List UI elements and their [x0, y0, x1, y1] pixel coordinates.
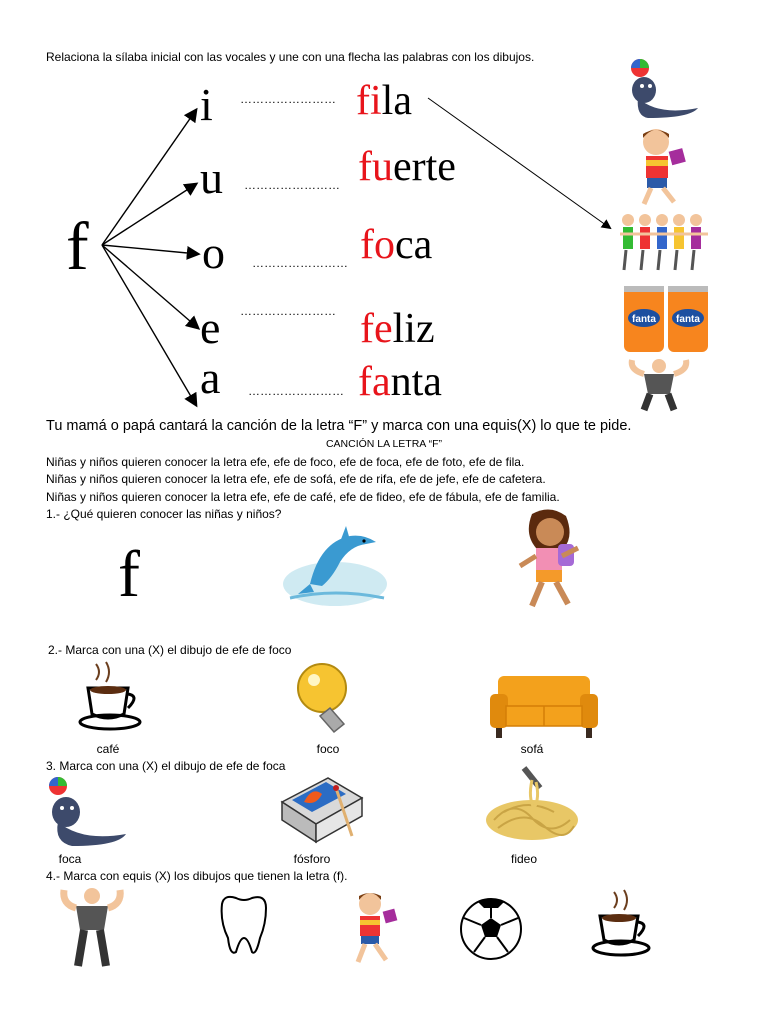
q1-letter-f: f: [118, 538, 140, 611]
dots-line-5: ……………………: [248, 384, 344, 398]
vowel-e: e: [200, 302, 221, 353]
coffee-cup-picture: [78, 662, 148, 734]
song-line-3: Niñas y niños quieren conocer la letra efe, efe de café, efe de fideo, efe de fábula, efe de familia.: [46, 490, 560, 504]
question-1: 1.- ¿Qué quieren conocer las niñas y niños?: [46, 507, 282, 521]
matchbox-picture: [276, 768, 368, 848]
vowel-i: i: [200, 79, 213, 130]
vowel-u: u: [200, 152, 223, 203]
label-sofa: sofá: [520, 742, 544, 756]
dolphin-picture: [280, 522, 390, 606]
word-foca: foca: [360, 222, 433, 268]
boy-picture-2: [344, 890, 406, 966]
soccer-ball-picture: [458, 896, 524, 962]
arrow-to-e: [102, 245, 198, 328]
label-cafe: café: [96, 742, 120, 756]
fanta-logo-text-1: fanta: [632, 314, 656, 325]
vowel-o: o: [202, 227, 225, 278]
dots-line-4: ……………………: [240, 304, 336, 318]
vowel-a: a: [200, 352, 221, 403]
label-foca: foca: [58, 852, 82, 866]
song-line-2: Niñas y niños quieren conocer la letra efe, efe de sofá, efe de rifa, efe de jefe, efe de cafetera.: [46, 472, 546, 486]
fanta-logo-text-2: fanta: [676, 314, 700, 325]
children-row-picture: [618, 210, 710, 276]
word-fanta: fanta: [358, 359, 442, 405]
spaghetti-picture: [484, 768, 580, 844]
instruction-2: Tu mamá o papá cantará la canción de la letra “F” y marca con una equis(X) lo que te pide.: [46, 418, 632, 434]
question-2: 2.- Marca con una (X) el dibujo de efe de foco: [48, 643, 292, 657]
question-4: 4.- Marca con equis (X) los dibujos que tienen la letra (f).: [46, 869, 348, 883]
seal-picture-2: [44, 776, 130, 850]
arrow-to-o: [102, 245, 198, 254]
arrow-to-a: [102, 245, 196, 405]
strongman-picture-2: [58, 886, 126, 968]
word-feliz: feliz: [360, 306, 435, 352]
label-fosforo: fósforo: [293, 852, 331, 866]
sofa-picture: [488, 670, 600, 742]
arrow-to-i: [102, 110, 196, 245]
coffee-cup-picture-2: [590, 890, 656, 960]
instruction-1: Relaciona la sílaba inicial con las vocales y une con una flecha las palabras con los dibujos.: [46, 50, 535, 64]
lightbulb-picture: [294, 660, 356, 738]
song-line-1: Niñas y niños quieren conocer la letra efe, efe de foco, efe de foca, efe de foto, efe de fila.: [46, 455, 525, 469]
dots-line-1: ……………………: [240, 92, 336, 106]
tooth-picture: [216, 894, 272, 960]
dots-line-3: ……………………: [252, 256, 348, 270]
word-fila: fila: [356, 78, 412, 124]
strongman-picture: [624, 358, 694, 410]
arrow-to-u: [102, 184, 196, 245]
fanta-cans-picture: [620, 282, 712, 356]
question-3: 3. Marca con una (X) el dibujo de efe de foca: [46, 759, 286, 773]
song-title: CANCIÓN LA LETRA “F”: [325, 438, 443, 450]
boy-picture: [626, 126, 696, 208]
consonant-f: f: [66, 208, 89, 284]
label-foco: foco: [316, 742, 340, 756]
seal-picture: [618, 58, 708, 122]
dots-line-2: ……………………: [244, 178, 340, 192]
dora-picture: [510, 508, 590, 612]
word-fuerte: fuerte: [358, 144, 456, 190]
label-fideo: fideo: [510, 852, 538, 866]
